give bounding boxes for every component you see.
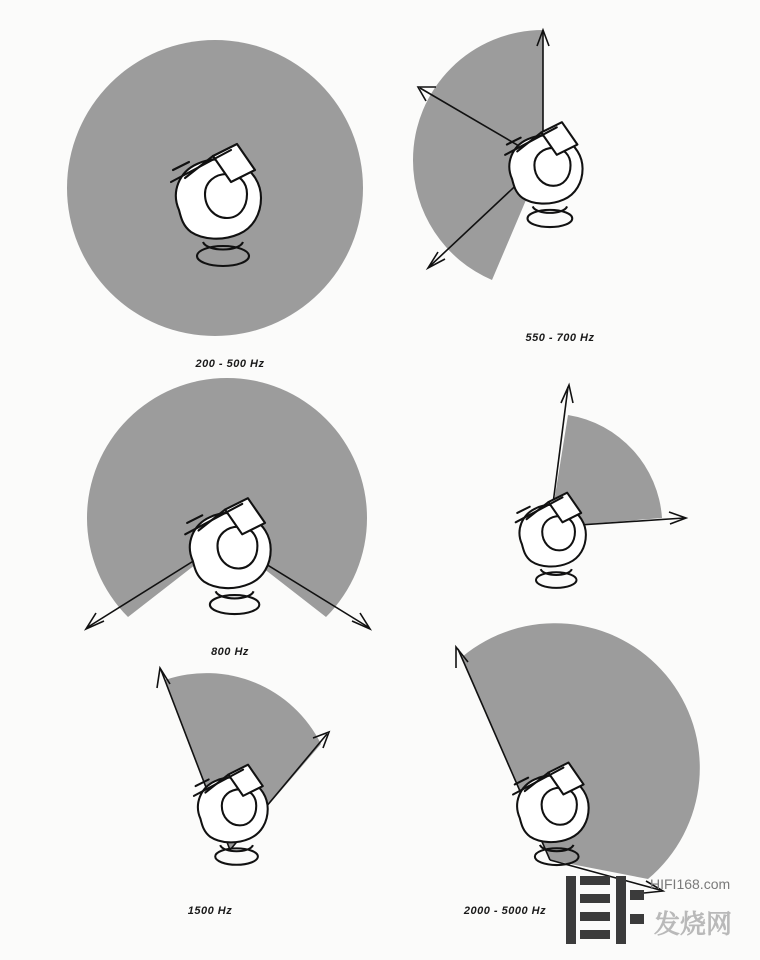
watermark-logo-icon bbox=[562, 870, 648, 950]
directivity-diagram-4 bbox=[420, 375, 720, 630]
panel-6-stage bbox=[400, 645, 730, 889]
watermark-name: 发烧网 bbox=[654, 909, 733, 939]
head bbox=[205, 174, 247, 218]
head bbox=[542, 516, 575, 550]
watermark bbox=[562, 870, 752, 954]
lobe-region bbox=[462, 623, 700, 879]
panel-1500hz bbox=[95, 660, 395, 915]
panel-1-stage bbox=[60, 30, 400, 344]
panel-3-caption: 800 Hz bbox=[211, 646, 249, 658]
directivity-diagram-2 bbox=[400, 30, 720, 320]
panel-5-stage bbox=[95, 660, 395, 889]
panel-5-caption: 1500 Hz bbox=[187, 905, 233, 917]
panel-6-caption: 2000 - 5000 Hz bbox=[463, 905, 547, 917]
directivity-diagram-5 bbox=[95, 660, 395, 895]
head bbox=[218, 527, 258, 569]
panel-1-caption: 200 - 500 Hz bbox=[195, 358, 265, 370]
panel-200-500hz bbox=[60, 30, 400, 370]
panel-2-caption: 550 - 700 Hz bbox=[525, 332, 595, 344]
head bbox=[542, 788, 577, 825]
panel-2-stage bbox=[400, 30, 720, 314]
panel-3-stage bbox=[60, 385, 400, 624]
panel-800hz bbox=[60, 385, 400, 658]
head bbox=[534, 148, 570, 186]
directivity-diagram-6 bbox=[400, 645, 730, 895]
directivity-diagram-3 bbox=[60, 385, 400, 630]
violinist-figure bbox=[516, 493, 586, 588]
panel-550-700hz bbox=[400, 30, 720, 344]
directivity-diagram-1 bbox=[60, 30, 400, 350]
scroll bbox=[517, 507, 529, 513]
watermark-site: HIFI168.com bbox=[650, 876, 731, 892]
panel-1000-1250hz bbox=[420, 375, 720, 650]
head bbox=[222, 789, 256, 825]
panel-4-stage bbox=[420, 375, 720, 624]
